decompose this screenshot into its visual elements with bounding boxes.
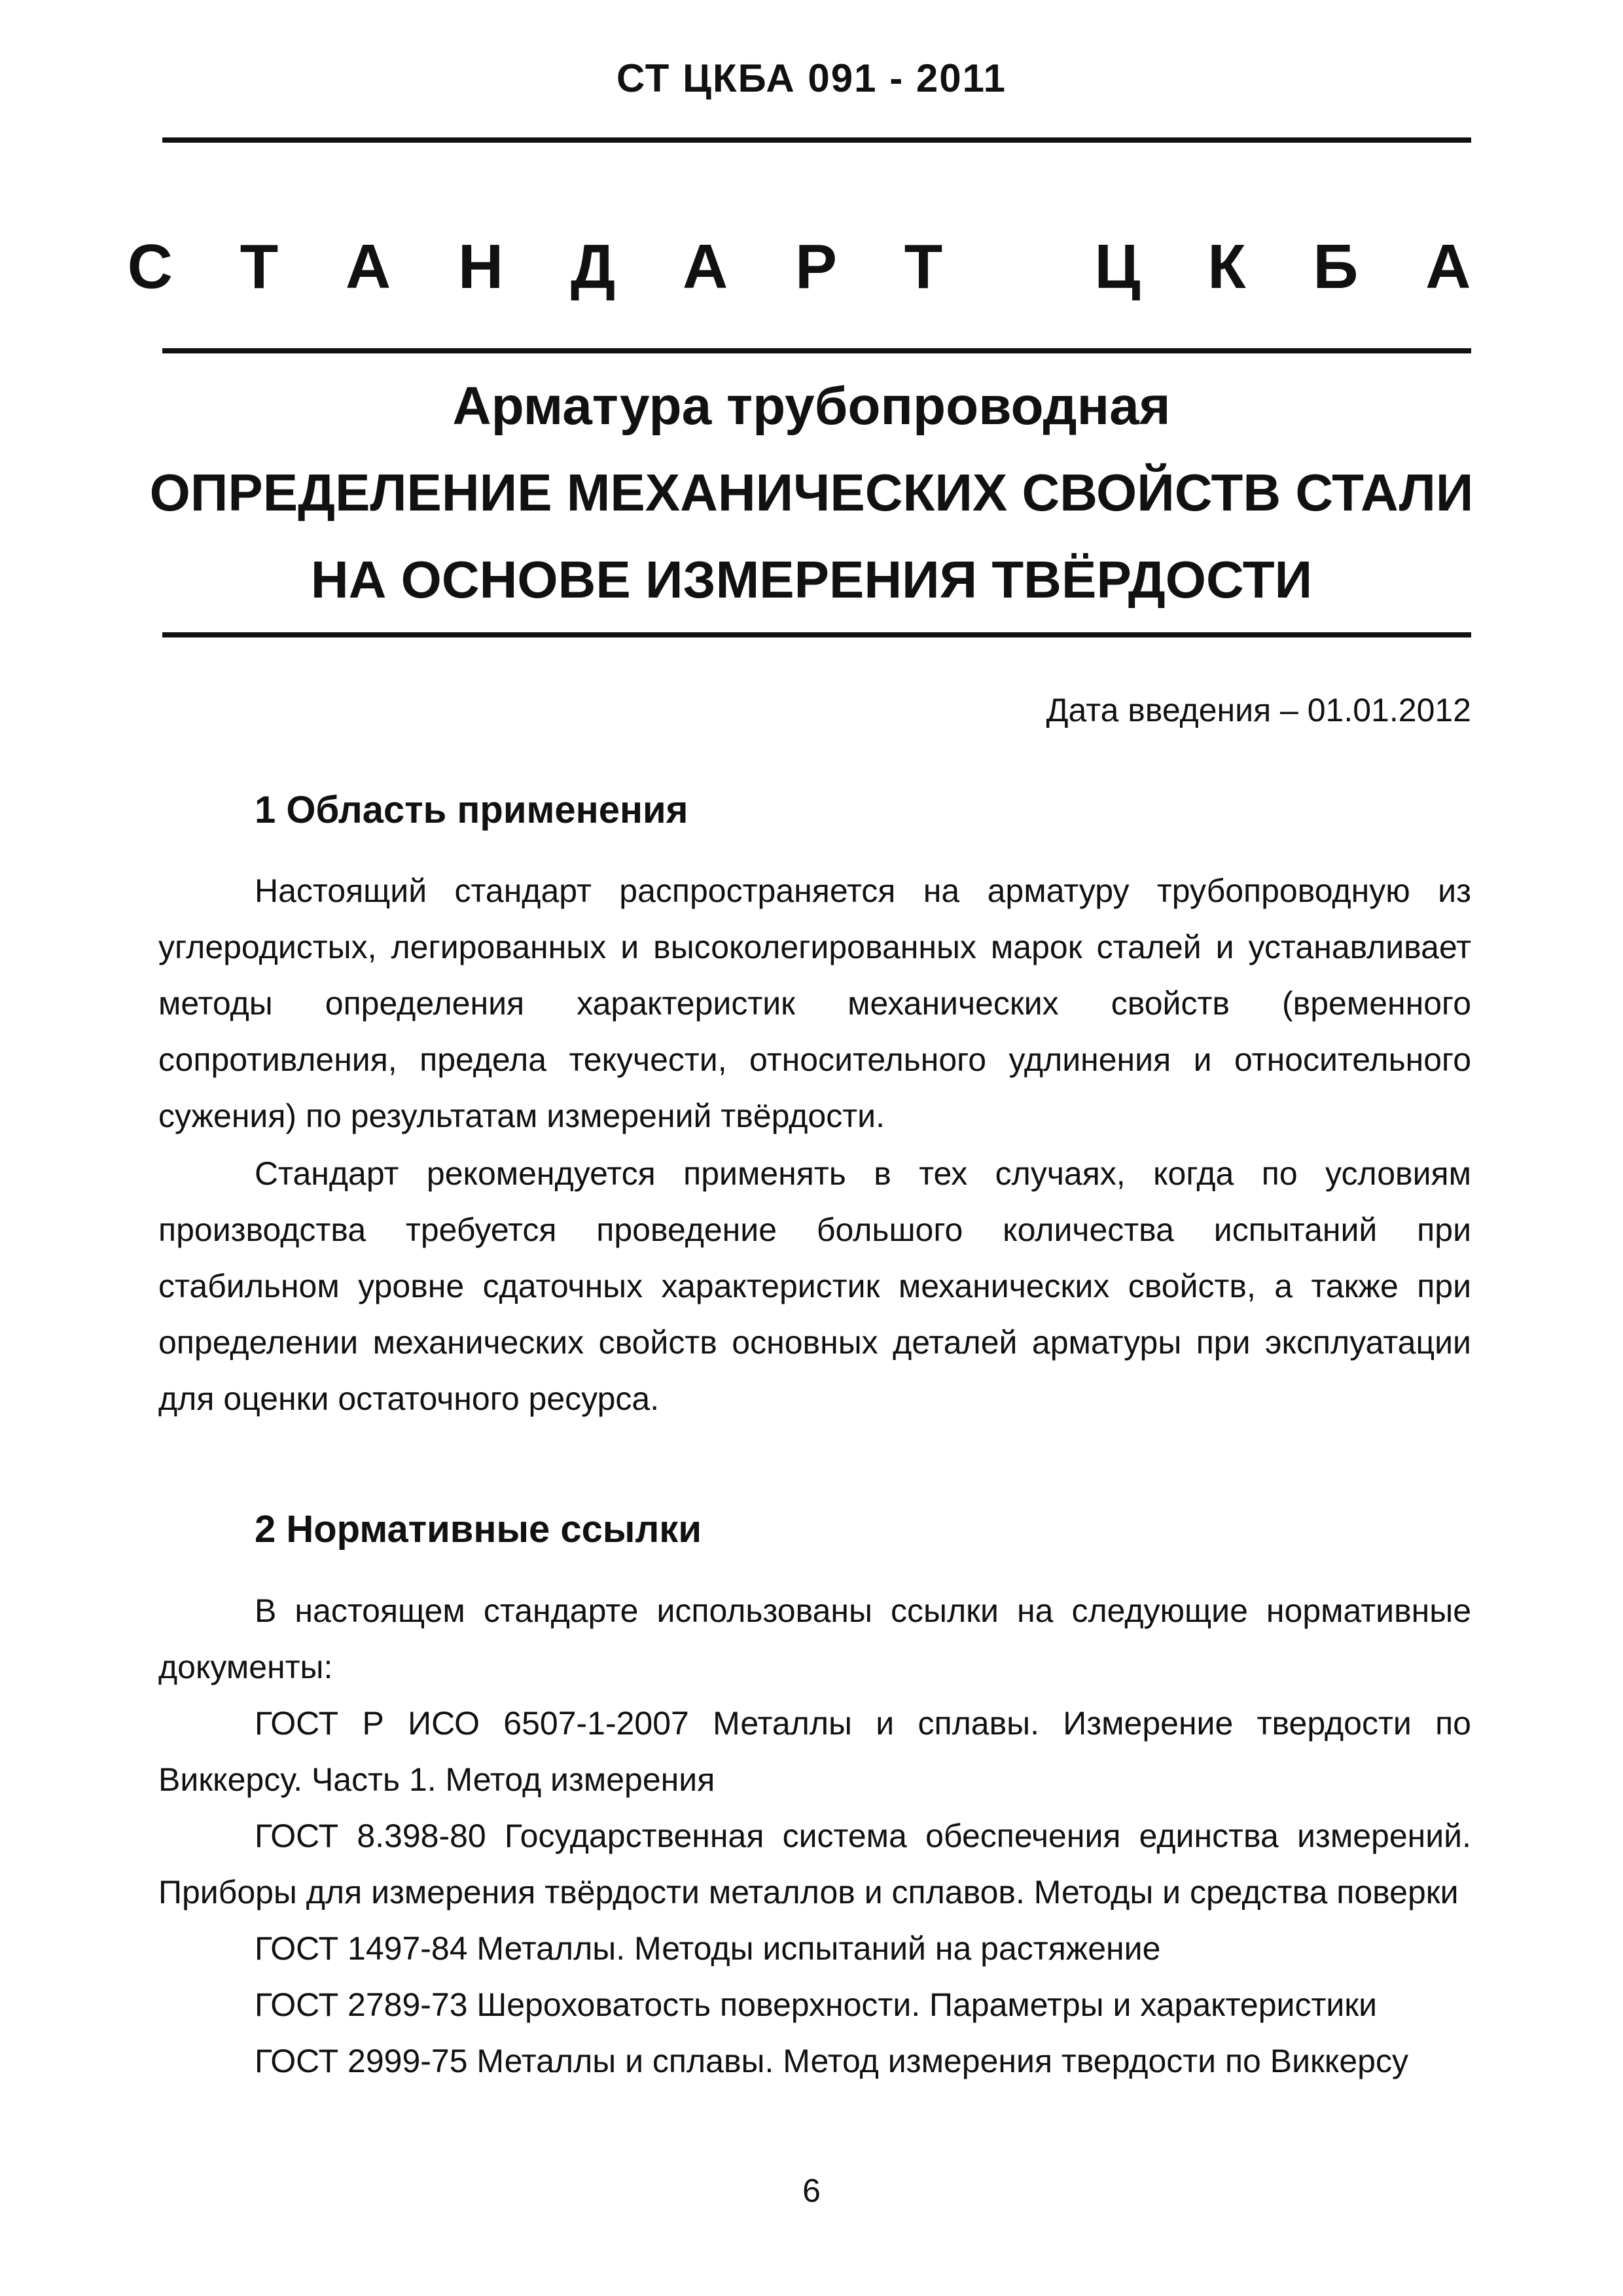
page-number: 6 — [802, 2172, 821, 2209]
reference-item: ГОСТ 1497-84 Металлы. Методы испытаний на растяжение — [255, 1930, 1161, 1967]
header-rule-top — [162, 137, 1471, 143]
standard-title: С Т А Н Д А Р Т Ц К Б А — [127, 232, 1496, 302]
subtitle-topic-line1: ОПРЕДЕЛЕНИЕ МЕХАНИЧЕСКИХ СВОЙСТВ СТАЛИ — [149, 463, 1474, 522]
subtitle-product: Арматура трубопроводная — [452, 376, 1171, 436]
references-intro: В настоящем стандарте использованы ссылки на следующие нормативные документы: — [158, 1592, 1471, 1685]
reference-item: ГОСТ 8.398-80 Государственная система обеспечения единства измерений. Приборы для измерения твёрдости металлов и сплавов. Методы и средства поверки — [158, 1818, 1471, 1910]
header-rule-bottom — [162, 632, 1471, 637]
reference-item: ГОСТ 2789-73 Шероховатость поверхности. Параметры и характеристики — [255, 1986, 1378, 2023]
header-rule-middle — [162, 348, 1471, 353]
section-heading-normative-references: 2 Нормативные ссылки — [255, 1508, 702, 1551]
reference-item: ГОСТ 2999-75 Металлы и сплавы. Метод измерения твердости по Виккерсу — [255, 2043, 1408, 2079]
scope-paragraph-2: Стандарт рекомендуется применять в тех случаях, когда по условиям производства требуется проведение большого количества испытаний при стабильном уровне сдаточных характеристик механических свойств, а также при определении механических свойств основных деталей арматуры при эксплуатации для оценки остаточного ресурса. — [158, 1155, 1471, 1417]
introduction-date: Дата введения – 01.01.2012 — [1046, 692, 1471, 728]
document-code: СТ ЦКБА 091 - 2011 — [616, 56, 1007, 100]
scope-paragraph-1: Настоящий стандарт распространяется на арматуру трубопроводную из углеродистых, легированных и высоколегированных марок сталей и устанавливает методы определения характеристик механических свойств (временного сопротивления, предела текучести, относительного удлинения и относительного сужения) по результатам измерений твёрдости. — [158, 872, 1471, 1134]
subtitle-topic-line2: НА ОСНОВЕ ИЗМЕРЕНИЯ ТВЁРДОСТИ — [310, 550, 1313, 609]
section-heading-scope: 1 Область применения — [255, 789, 688, 831]
reference-item: ГОСТ Р ИСО 6507-1-2007 Металлы и сплавы. Измерение твердости по Виккерсу. Часть 1. Метод измерения — [158, 1705, 1471, 1798]
